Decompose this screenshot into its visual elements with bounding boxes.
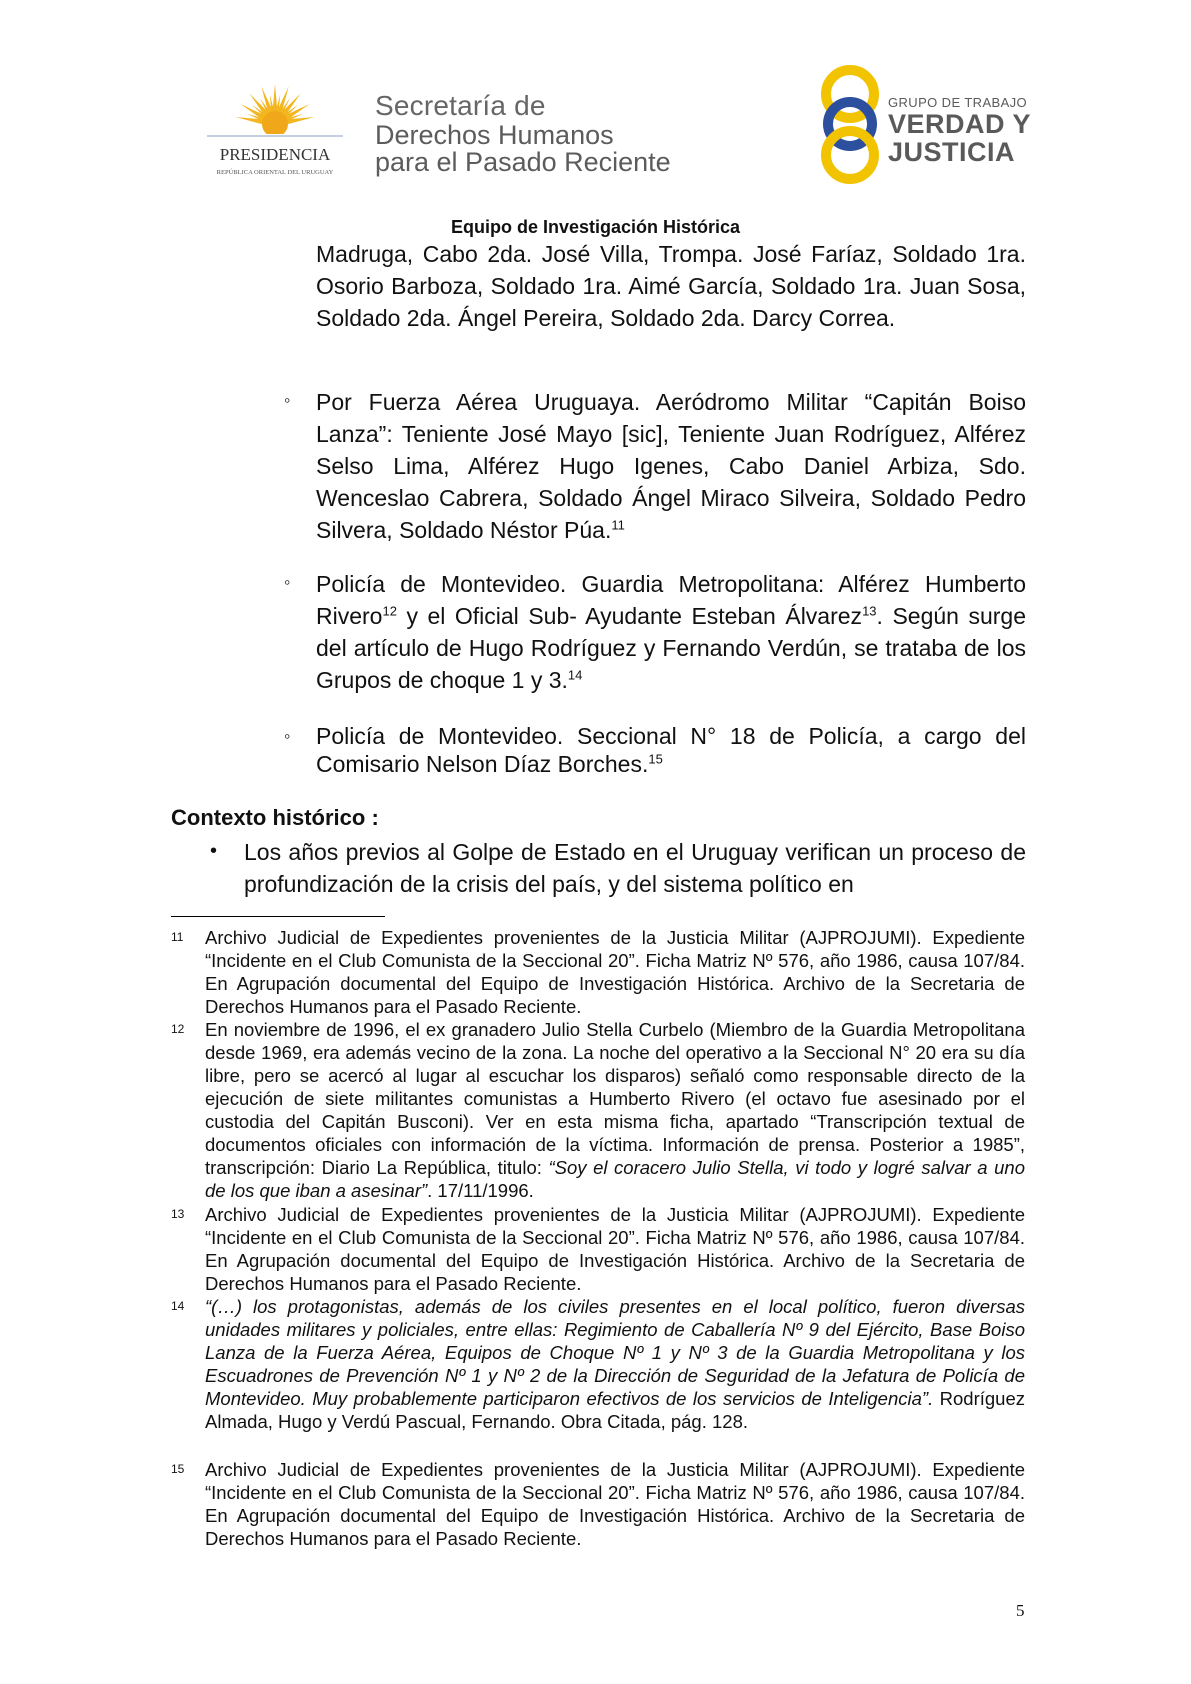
bullet-marker: ◦ [284,726,291,746]
footnote-11 [171,926,1025,1018]
bullet-text: Por Fuerza Aérea Uruguaya. Aeródromo Militar “Capitán Boiso Lanza”: Teniente José Mayo [sic], Teniente Juan Rodríguez, Alférez Selso Lima, Alférez Hugo Igenes, Cabo Daniel Arbiza, Sdo. Wenceslao Cabrera, Soldado Ángel Miraco Silveira, Soldado Pedro Silvera, Soldado Néstor Púa. [316,389,1026,543]
list-item [316,386,1026,546]
presidencia-logo [195,82,355,187]
secretaria-title [375,90,671,176]
footnote-number: 15 [171,1462,185,1476]
team-title: Equipo de Investigación Histórica [450,217,741,237]
footnote-15 [171,1458,1025,1550]
grupo-small-label: GRUPO DE TRABAJO [888,95,1028,110]
bullet-marker: ◦ [284,390,291,410]
list-item [316,722,1026,778]
footnote-ref[interactable]: 11 [611,517,625,533]
footnote-text [205,1295,1025,1433]
footnote-number: 14 [171,1299,185,1313]
secretaria-line-2: Derechos Humanos [375,120,614,150]
secretaria-line-3: para el Pasado Reciente [375,147,671,177]
footnote-separator [171,916,385,917]
continued-paragraph: Madruga, Cabo 2da. José Villa, Trompa. José Faríaz, Soldado 1ra. Osorio Barboza, Soldado 1ra. Aimé García, Soldado 1ra. Juan Sosa, Soldado 2da. Ángel Pereira, Soldado 2da. Darcy Correa. [316,241,1026,331]
secretaria-line-1: Secretaría de [375,90,546,121]
footnote-ref[interactable]: 12 [382,603,397,619]
footnote-13 [171,1203,1025,1295]
grupo-line-2: JUSTICIA [888,137,1016,167]
footnote-number: 12 [171,1022,185,1036]
footnote-text-italic: “(…) los protagonistas, además de los civiles presentes en el local político, fueron diversas unidades militares y policiales, entre ellas: Regimiento de Caballería Nº 9 del Ejército, Base Boiso Lanza de la Fuerza Aérea, Equipos de Choque Nº 1 y Nº 3 de la Guardia Metropolitana y los Escuadrones de Prevención Nº 1 y Nº 2 de la Dirección de Seguridad de la Jefatura de Policía de Montevideo. Muy probablemente participaron efectivos de los servicios de Inteligencia”. [205,1296,1025,1409]
footnote-text-main: En noviembre de 1996, el ex granadero Julio Stella Curbelo (Miembro de la Guardia Metropolitana desde 1969, era además vecino de la zona. La noche del operativo a la Seccional N° 20 era su día libre, pero se acercó al lugar al escuchar los disparos) señaló como responsable directo de la ejecución de siete militantes comunistas a Humberto Rivero (el octavo fue asesinado por el custodia del Capitán Busconi). Ver en esta misma ficha, apartado “Transcripción textual de documentos oficiales con información de la víctima. Información de prensa. Posterior a 1985”, transcripción: Diario La República, titulo: [205,1019,1025,1178]
svg-text:PRESIDENCIA: PRESIDENCIA [219,145,331,164]
context-paragraph: Los años previos al Golpe de Estado en el Uruguay verifican un proceso de profundización de la crisis del país, y del sistema político en [244,839,1026,897]
footnote-ref[interactable]: 13 [862,603,877,619]
bullet-text: . Según surge del artículo de Hugo Rodríguez y Fernando Verdún, se trataba de los Grupos de choque 1 y 3. [316,603,1026,693]
footnote-14 [171,1295,1025,1433]
bullet-text: y el Oficial Sub- Ayudante Esteban Álvarez [396,603,863,629]
footnote-text [205,1018,1025,1202]
bullet-text: Policía de Montevideo. Seccional N° 18 de Policía, a cargo del Comisario Nelson Díaz Borches. [316,723,1026,777]
page-number: 5 [1016,1601,1025,1620]
footnote-text-end: . 17/11/1996. [427,1180,534,1201]
grupo-line-1: VERDAD Y [888,109,1032,139]
footnote-number: 11 [171,930,184,944]
rings-icon [810,62,890,187]
footnote-text: Archivo Judicial de Expedientes provenientes de la Justicia Militar (AJPROJUMI). Expediente “Incidente en el Club Comunista de la Seccional 20”. Ficha Matriz Nº 576, año 1986, causa 107/84. En Agrupación documental del Equipo de Investigación Histórica. Archivo de la Secretaria de Derechos Humanos para el Pasado Reciente. [205,1459,1025,1549]
footnote-12 [171,1018,1025,1202]
footnote-ref[interactable]: 15 [648,751,663,767]
footnote-number: 13 [171,1207,185,1221]
bullet-marker: ◦ [284,572,291,592]
sun-icon [195,82,355,187]
footnote-text: Archivo Judicial de Expedientes provenientes de la Justicia Militar (AJPROJUMI). Expediente “Incidente en el Club Comunista de la Seccional 20”. Ficha Matriz Nº 576, año 1986, causa 107/84. En Agrupación documental del Equipo de Investigación Histórica. Archivo de la Secretaria de Derechos Humanos para el Pasado Reciente. [205,927,1025,1017]
footnote-text: Archivo Judicial de Expedientes provenientes de la Justicia Militar (AJPROJUMI). Expediente “Incidente en el Club Comunista de la Seccional 20”. Ficha Matriz Nº 576, año 1986, causa 107/84. En Agrupación documental del Equipo de Investigación Histórica. Archivo de la Secretaria de Derechos Humanos para el Pasado Reciente. [205,1204,1025,1294]
bullet-text: Policía de Montevideo. Guardia Metropolitana: Alférez Humberto Rivero [316,571,1026,629]
verdad-justicia-logo [810,62,890,187]
footnote-ref[interactable]: 14 [567,667,583,683]
svg-text:REPÚBLICA ORIENTAL DEL URUGUAY: REPÚBLICA ORIENTAL DEL URUGUAY [216,169,334,176]
section-heading: Contexto histórico : [171,805,379,830]
dot-bullet-marker: • [210,840,218,862]
footnote-text-italic: “Soy el coracero Julio Stella, vi todo y logré salvar a uno de los que iban a asesinar” [205,1157,1025,1201]
list-item [316,568,1026,696]
grupo-trabajo-text [888,95,1031,166]
footnote-text-main: Rodríguez Almada, Hugo y Verdú Pascual, Fernando. Obra Citada, pág. 128. [205,1388,1025,1432]
